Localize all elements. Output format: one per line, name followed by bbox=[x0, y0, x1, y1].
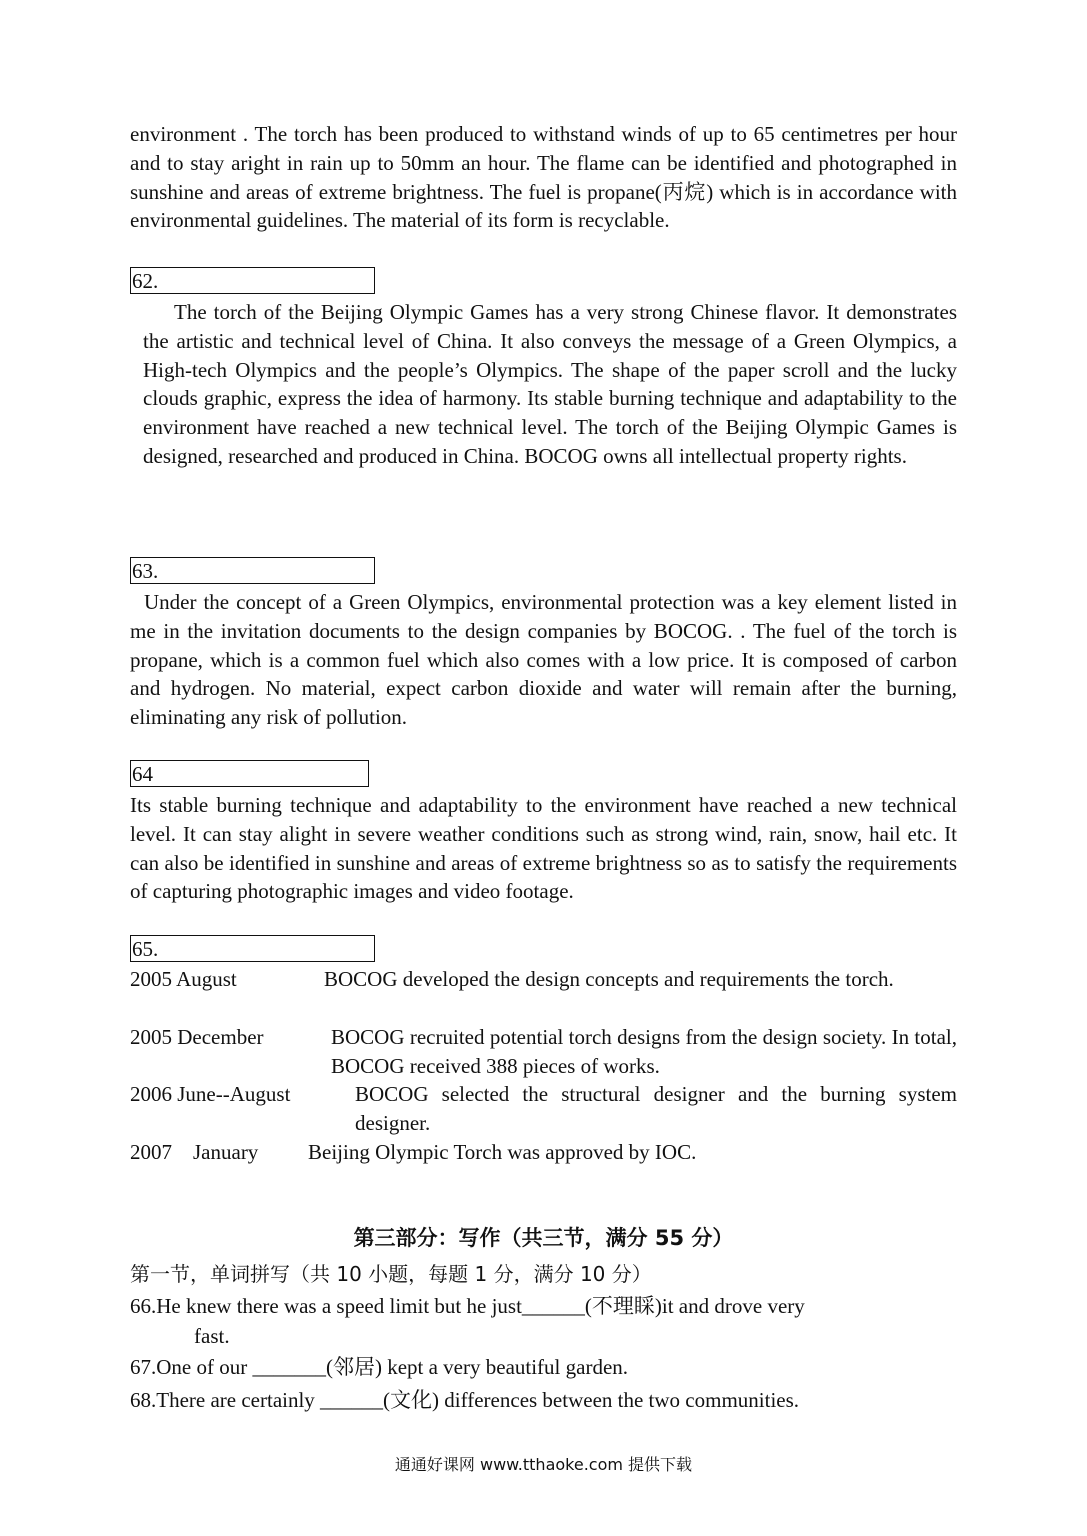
paragraph-62: The torch of the Beijing Olympic Games has a very strong Chinese flavor. It demonstrates the artistic and technical level of China. It also conveys the message of a Green Olympics, a High-tech Olympics and the people’s Olympics. The shape of the paper scroll and the lucky clouds graphic, express the idea of harmony. Its stable burning technique and adaptability to the environment have reached a new technical level. The torch of the Beijing Olympic Games is designed, researched and produced in China. BOCOG owns all intellectual property rights. bbox=[143, 300, 957, 468]
passage-continued: environment . The torch has been produced to withstand winds of up to 65 centimetres per hour and to stay aright in rain up to 50mm an hour. The flame can be identified and photographed in sunshine and areas of extreme brightness. The fuel is propane(丙烷) which is in accordance with environmental guidelines. The material of its form is recyclable. bbox=[130, 122, 957, 233]
answer-box-62[interactable] bbox=[130, 267, 375, 294]
section-title: 第三部分：写作（共三节，满分 55 分） bbox=[353, 1226, 734, 1250]
item-text: 66.He knew there was a speed limit but he just______(不理睬)it and drove very bbox=[130, 1294, 805, 1318]
timeline-event-text: BOCOG selected the structural designer and the burning system designer. bbox=[355, 1082, 957, 1135]
timeline-date: 2005 December bbox=[130, 1025, 264, 1049]
question-64-label: 64 bbox=[132, 762, 153, 786]
timeline-event-text: Beijing Olympic Torch was approved by IOC. bbox=[308, 1140, 697, 1164]
spelling-item-67 bbox=[130, 1352, 957, 1382]
item-text-continued: fast. bbox=[194, 1324, 230, 1348]
timeline-event-text: BOCOG developed the design concepts and requirements the torch. bbox=[324, 967, 894, 991]
answer-box-64[interactable] bbox=[130, 760, 369, 787]
paragraph-63: Under the concept of a Green Olympics, environmental protection was a key element listed in me in the invitation documents to the design companies by BOCOG. . The fuel of the torch is propane, which is a common fuel which also comes with a low price. It is composed of carbon and hydrogen. No material, expect carbon dioxide and water will remain after the burning, eliminating any risk of pollution. bbox=[130, 590, 957, 730]
question-63-label: 63. bbox=[132, 559, 159, 583]
item-text: 67.One of our _______(邻居) kept a very beautiful garden. bbox=[130, 1355, 629, 1379]
timeline-event bbox=[324, 965, 957, 994]
timeline-date: 2006 June--August bbox=[130, 1082, 291, 1106]
paragraph-64: Its stable burning technique and adaptability to the environment have reached a new technical level. It can stay alight in severe weather conditions such as strong wind, rain, snow, hail etc. It can also be identified in sunshine and areas of extreme brightness so as to satisfy the requirements of capturing photographic images and video footage. bbox=[130, 793, 957, 904]
subsection-title: 第一节，单词拼写（共 10 小题，每题 1 分，满分 10 分） bbox=[130, 1262, 652, 1286]
timeline-event-text: BOCOG recruited potential torch designs from the design society. In total, BOCOG received 388 pieces of works. bbox=[331, 1025, 957, 1078]
spelling-item-68 bbox=[130, 1385, 957, 1415]
footer: 通通好课网 www.tthaoke.com 提供下载 bbox=[394, 1455, 693, 1474]
question-62-label: 62. bbox=[132, 269, 159, 293]
timeline-event bbox=[355, 1080, 957, 1138]
answer-box-65[interactable] bbox=[130, 935, 375, 962]
timeline-event bbox=[331, 1023, 957, 1081]
timeline-event bbox=[308, 1138, 957, 1167]
question-65-label: 65. bbox=[132, 937, 159, 961]
answer-box-63[interactable] bbox=[130, 557, 375, 584]
timeline-date: 2007 January bbox=[130, 1140, 259, 1164]
timeline-date: 2005 August bbox=[130, 967, 237, 991]
spelling-item-66 bbox=[130, 1291, 957, 1351]
item-text: 68.There are certainly ______(文化) differences between the two communities. bbox=[130, 1388, 800, 1412]
